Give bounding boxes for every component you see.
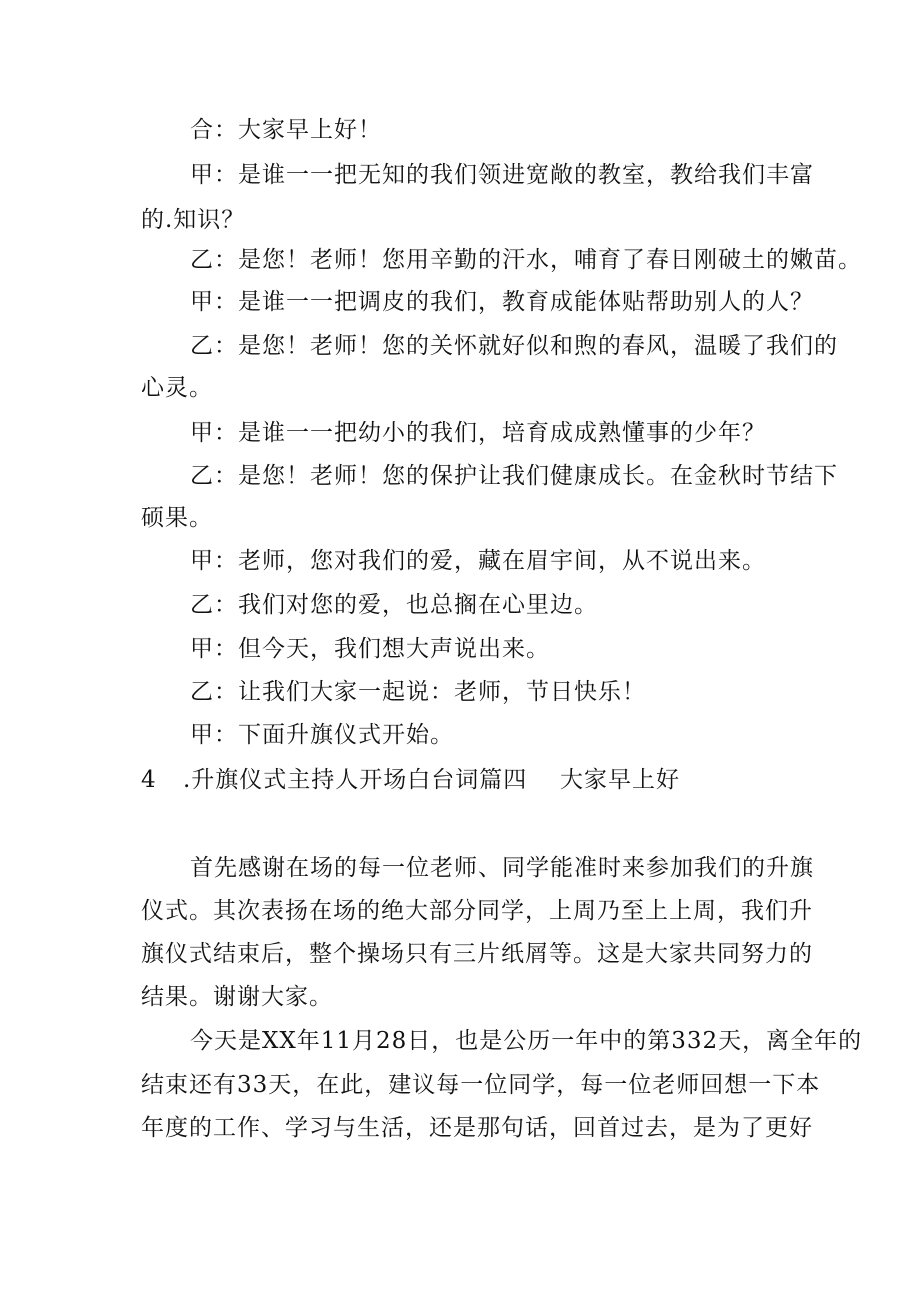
dialogue-line: 的.知识？	[141, 207, 246, 233]
dialogue-line: 硕果。	[141, 505, 213, 531]
dialogue-line: 乙：我们对您的爱，也总搁在心里边。	[190, 592, 598, 618]
speech-line: 年度的工作、学习与生活，还是那句话，回首过去，是为了更好	[141, 1115, 813, 1141]
speech-line: 结束还有33天，在此，建议每一位同学，每一位老师回想一下本	[141, 1072, 821, 1098]
dialogue-line: 甲：是谁一一把调皮的我们，教育成能体贴帮助别人的人？	[190, 289, 814, 315]
speech-line: 首先感谢在场的每一位老师、同学能准时来参加我们的升旗	[190, 855, 814, 881]
speech-line: 仪式。其次表扬在场的绝大部分同学，上周乃至上上周，我们升	[141, 898, 813, 924]
dialogue-line: 合：大家早上好！	[190, 117, 382, 143]
dialogue-line: 甲：是谁一一把幼小的我们，培育成成熟懂事的少年？	[190, 420, 766, 446]
dialogue-line: 乙：是您！老师！您用辛勤的汗水，哺育了春日刚破土的嫩苗。	[190, 247, 862, 273]
section-heading	[141, 765, 527, 795]
dialogue-line: 甲：是谁一一把无知的我们领进宽敞的教室，教给我们丰富	[190, 162, 814, 188]
speech-line: 旗仪式结束后，整个操场只有三片纸屑等。这是大家共同努力的	[141, 941, 813, 967]
dialogue-line: 甲：老师，您对我们的爱，藏在眉宇间，从不说出来。	[190, 548, 766, 574]
speech-line: 今天是XX年11月28日，也是公历一年中的第332天，离全年的	[190, 1028, 863, 1054]
dialogue-line: 乙：是您！老师！您的关怀就好似和煦的春风，温暖了我们的	[190, 333, 838, 359]
dialogue-line: 乙：是您！老师！您的保护让我们健康成长。在金秋时节结下	[190, 463, 838, 489]
speech-line: 结果。谢谢大家。	[141, 984, 333, 1010]
dialogue-line: 甲：但今天，我们想大声说出来。	[190, 636, 550, 662]
section-number: 4	[141, 767, 157, 793]
section-title: .升旗仪式主持人开场白台词篇四	[182, 767, 528, 793]
section-greeting: 大家早上好	[560, 767, 680, 793]
dialogue-line: 甲：下面升旗仪式开始。	[190, 722, 454, 748]
dialogue-line: 乙：让我们大家一起说：老师，节日快乐！	[190, 679, 646, 705]
dialogue-line: 心灵。	[141, 375, 213, 401]
